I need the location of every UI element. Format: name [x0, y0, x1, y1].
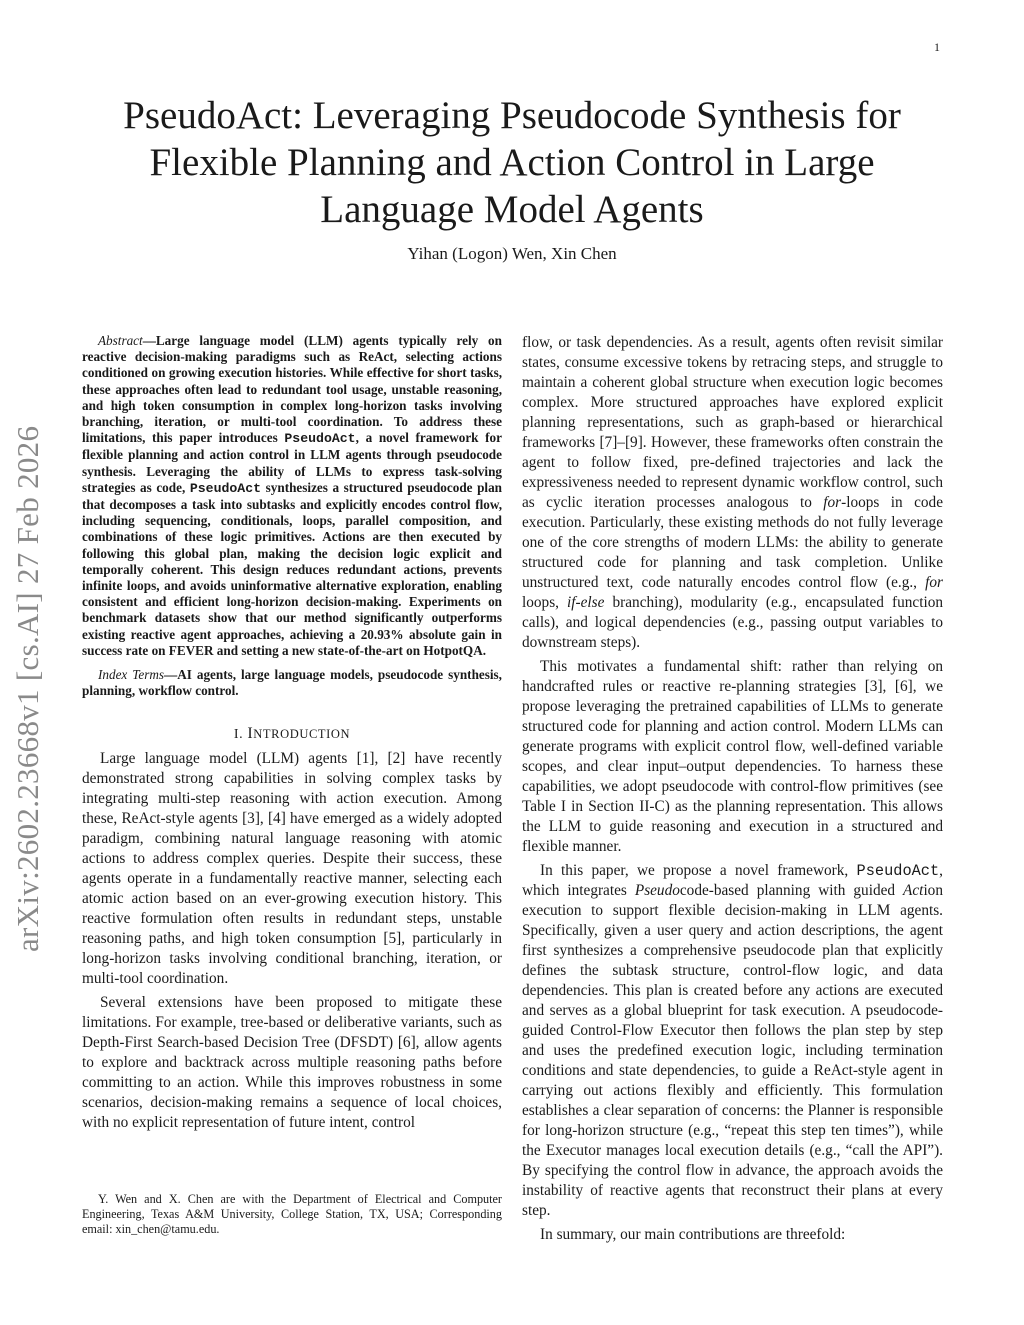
- intro-paragraph-4: This motivates a fundamental shift: rather than relying on handcrafted rules or reactive re-planning strategies [3], [6], we propose leveraging the pretrained capabilities of LLMs to generate structured code for planning and action control. Modern LLMs can generate programs with explicit control flow, well-defined variable scopes, and clear input–output dependencies. To harness these capabilities, we adopt pseudocode with control-flow primitives (see Table I in Section II-C) as the planning representation. This allows the LLM to guide reasoning and execution in a structured and flexible manner.: [522, 658, 943, 855]
- abstract-label: Abstract: [98, 333, 143, 348]
- right-column: [522, 333, 943, 1245]
- intro-paragraph-5: In this paper, we propose a novel framework, PseudoAct, which integrates Pseudocode-based planning with guided Action execution to support flexible decision-making in LLM agents. Specifically, given a user query and action descriptions, the agent first synthesizes a comprehensive pseudocode plan that explicitly defines the subtask structure, control-flow logic, and data dependencies. This plan is created before any actions are executed and serves as a global blueprint for task execution. A pseudocode-guided Control-Flow Executor then follows the plan step by step and uses the predefined execution logic, including termination conditions and state dependencies, to guide a ReAct-style agent in carrying out actions flexibly and efficiently. This formulation establishes a clear separation of concerns: the Planner is responsible for long-horizon structure (e.g., “repeat this step ten times”), while the Executor manages local execution details (e.g., “call the API”). By specifying the control flow in advance, the approach avoids the instability of reactive agents that reconstruct their plans at every step.: [522, 862, 943, 1219]
- index-terms: [82, 667, 502, 699]
- framework-name: PseudoAct: [856, 862, 940, 880]
- intro-paragraph-3: flow, or task dependencies. As a result, agents often revisit similar states, consume excessive tokens by retracing steps, and struggle to maintain a coherent global structure when execution logic becomes complex. More structured approaches have explored explicit planning representations, such as graph-based or hierarchical frameworks [7]–[9]. However, these frameworks often constrain the agent to follow fixed, pre-defined trajectories and lack the expressiveness needed to represent dynamic workflow control, such as cyclic iteration processes analogous to for-loops in code execution. Particularly, these existing methods do not fully leverage one of the core strengths of modern LLMs: the ability to generate structured code for planning and task completion. Unlike unstructured text, code naturally encodes control flow (e.g., for loops, if-else branching), modularity (e.g., encapsulated function calls), and logical dependencies (e.g., passing output variables to downstream steps).: [522, 334, 943, 651]
- paper-title: PseudoAct: Leveraging Pseudocode Synthesis for Flexible Planning and Action Control in Large Language Model Agents: [123, 94, 901, 231]
- intro-paragraph-6: In summary, our main contributions are threefold:: [540, 1226, 846, 1243]
- section-heading-introduction: I. INTRODUCTION: [233, 725, 351, 743]
- abstract: [82, 333, 502, 659]
- paper-authors: Yihan (Logon) Wen, Xin Chen: [407, 244, 617, 263]
- arxiv-identifier[interactable]: arXiv:2602.23668v1 [cs.AI] 27 Feb 2026: [10, 425, 45, 952]
- intro-paragraph-1: Large language model (LLM) agents [1], [2] have recently demonstrated strong capabilities in solving complex tasks by integrating multi-step reasoning with action execution. Among these, ReAct-style agents [3], [4] have emerged as a widely adopted paradigm, combining natural language reasoning with atomic actions to address complex queries. Despite their success, these agents operate in a fundamentally reactive manner, selecting each atomic action based on an ever-growing execution history. This reactive formulation often results in redundant steps, unstable reasoning paths, and high token consumption [5], particularly in long-horizon tasks involving conditional branching, iteration, or multi-tool coordination.: [82, 750, 502, 988]
- abstract-text-3: synthesizes a structured pseudocode plan that decomposes a task into subtasks and explicitly encodes control flow, including sequencing, conditionals, loops, parallel composition, and combinations of these logic primitives. Actions are then executed by following this global plan, making the decision logic explicit and temporally coherent. This design reduces redundant actions, prevents infinite loops, and avoids uninformative alternative exploration, enabling consistent and efficient long-horizon decision-making. Experiments on benchmark datasets show that our method significantly outperforms existing reactive agent approaches, achieving a 20.93% absolute gain in success rate on FEVER and setting a new state-of-the-art on HotpotQA.: [82, 479, 502, 658]
- abstract-text-2: , a novel framework for flexible planning and action control in LLM agents through pseudocode synthesis. Leveraging the ability of LLMs to express task-solving strategies as code,: [82, 430, 502, 495]
- index-terms-label: Index Terms: [98, 667, 165, 683]
- abstract-text-1: —Large language model (LLM) agents typically rely on reactive decision-making paradigms such as ReAct, selecting actions conditioned on growing execution histories. While effective for short tasks, these approaches often lead to redundant tool usage, unstable reasoning, and high token consumption in complex long-horizon tasks involving branching, iteration, or multi-tool coordination. To address these limitations, this paper introduces: [82, 333, 502, 446]
- author-affiliation-footnote: Y. Wen and X. Chen are with the Department of Electrical and Computer Engineering, Texas A&M University, College Station, TX, USA; Corresponding email: xin_chen@tamu.edu.: [82, 1192, 502, 1236]
- page-number: 1: [934, 40, 940, 54]
- index-terms-text: —AI agents, large language models, pseudocode synthesis, planning, workflow control.: [82, 667, 502, 699]
- abstract-framework-name-1: PseudoAct: [284, 431, 356, 447]
- left-column: [82, 333, 502, 1133]
- abstract-framework-name-2: PseudoAct: [189, 480, 262, 496]
- intro-paragraph-2: Several extensions have been proposed to mitigate these limitations. For example, tree-based or deliberative variants, such as Depth-First Search-based Decision Tree (DFSDT) [6], allow agents to explore and backtrack across multiple reasoning paths before committing to an action. While this improves robustness in some scenarios, decision-making remains a sequence of local choices, with no explicit representation of future intent, control: [82, 994, 502, 1132]
